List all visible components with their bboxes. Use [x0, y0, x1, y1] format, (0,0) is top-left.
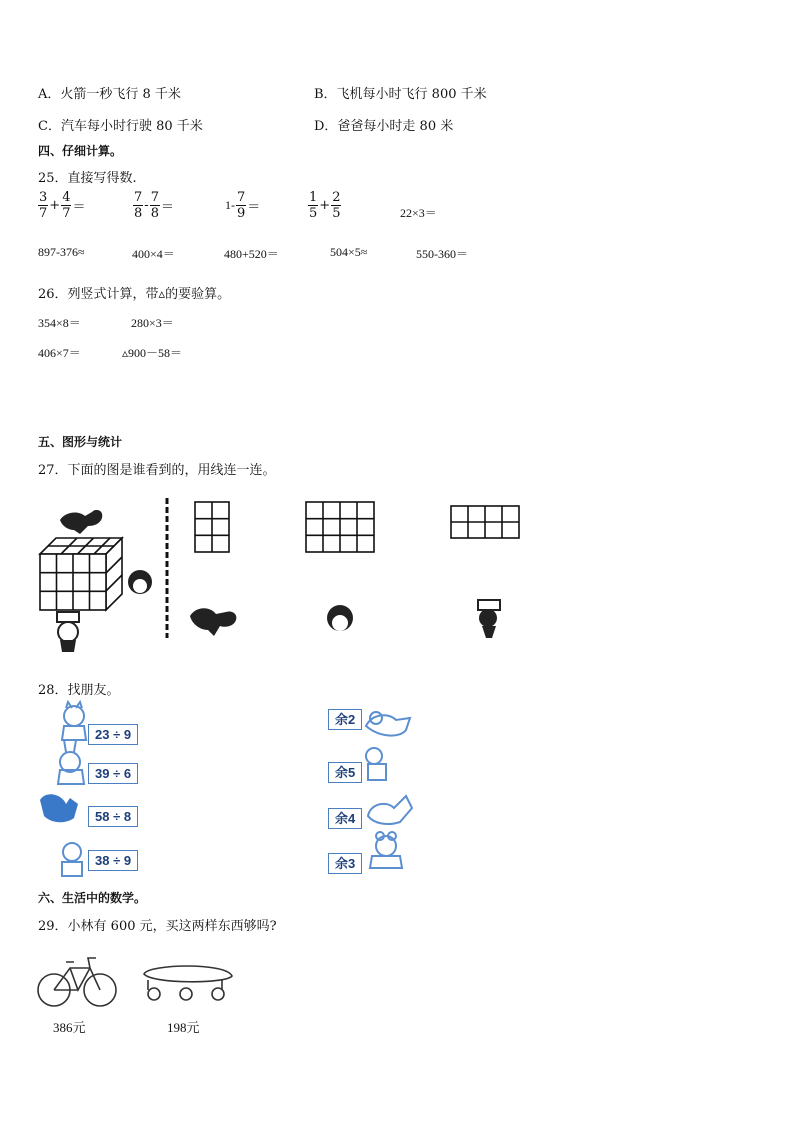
q25-row2-item: 504×5≈	[330, 245, 368, 259]
q29-items	[36, 950, 246, 1012]
q26-item: 406×7＝	[38, 346, 81, 360]
denominator: 7	[39, 206, 48, 221]
view-front-grid	[306, 502, 374, 552]
option-b[interactable]: B．飞机每小时飞行 800 千米	[314, 87, 487, 102]
bicycle-price: 386元	[53, 1020, 86, 1035]
q26-item: 280×3＝	[131, 316, 174, 330]
q25-prompt: 25．直接写得数.	[38, 171, 137, 186]
numerator: 2	[332, 190, 341, 205]
skateboard-icon	[144, 966, 232, 1000]
numerator: 3	[39, 190, 48, 205]
denominator: 5	[309, 206, 318, 221]
numerator: 1	[309, 190, 318, 205]
q25-row2-item: 400×4＝	[132, 247, 175, 261]
equals: ＝	[247, 200, 261, 215]
q25-expr-2	[133, 190, 175, 221]
q27-figure	[30, 490, 550, 660]
skateboard-price: 198元	[167, 1020, 200, 1035]
bicycle-icon	[38, 958, 116, 1006]
q29-prompt: 29．小林有 600 元，买这两样东西够吗?	[38, 919, 277, 934]
division-card[interactable]: 58 ÷ 8	[88, 806, 138, 827]
option-d[interactable]: D．爸爸每小时走 80 米	[314, 119, 454, 134]
denominator: 9	[237, 206, 246, 221]
q27-prompt: 27．下面的图是谁看到的，用线连一连。	[38, 463, 276, 478]
q28-prompt: 28．找朋友。	[38, 683, 120, 698]
cube-stack	[40, 538, 122, 610]
q25-expr-5: 22×3＝	[400, 206, 437, 220]
remainder-card[interactable]: 余5	[328, 762, 362, 783]
q26-item: 354×8＝	[38, 316, 81, 330]
numerator: 7	[150, 190, 159, 205]
q25-row2-item: 550-360＝	[416, 247, 468, 261]
q25-row2-item: 897-376≈	[38, 245, 85, 259]
mouse-icon	[370, 832, 402, 868]
monkey-icon	[366, 748, 386, 780]
whole-number: 1-	[225, 198, 235, 212]
division-card[interactable]: 23 ÷ 9	[88, 724, 138, 745]
section-5-title: 五、图形与统计	[38, 435, 123, 449]
q25-expr-3	[224, 190, 261, 221]
bird-icon	[190, 608, 236, 636]
view-top-grid	[195, 502, 229, 552]
numerator: 7	[237, 190, 246, 205]
option-a[interactable]: A．火箭一秒飞行 8 千米	[38, 87, 181, 102]
boy-with-hat-icon	[478, 600, 500, 638]
bird-icon	[60, 510, 102, 534]
operator: -	[144, 198, 149, 213]
division-card[interactable]: 39 ÷ 6	[88, 763, 138, 784]
rabbit-icon	[58, 740, 84, 784]
child-head-icon	[128, 570, 152, 594]
remainder-card[interactable]: 余2	[328, 709, 362, 730]
cat-icon	[62, 702, 86, 740]
section-6-title: 六、生活中的数学。	[38, 891, 147, 905]
q28-left-animals	[36, 700, 96, 880]
denominator: 5	[332, 206, 341, 221]
section-4-title: 四、仔细计算。	[38, 144, 123, 158]
denominator: 7	[62, 206, 71, 221]
view-side-grid	[451, 506, 519, 538]
remainder-card[interactable]: 余4	[328, 808, 362, 829]
option-c[interactable]: C．汽车每小时行驶 80 千米	[38, 119, 203, 134]
q25-row2-item: 480+520＝	[224, 247, 279, 261]
numerator: 4	[62, 190, 71, 205]
child-head-icon	[327, 605, 353, 631]
q25-expr-1	[38, 190, 86, 221]
remainder-card[interactable]: 余3	[328, 853, 362, 874]
operator: +	[49, 198, 61, 213]
monkey-icon	[62, 843, 82, 876]
operator: +	[319, 198, 331, 213]
denominator: 8	[134, 206, 143, 221]
fox-icon	[366, 712, 410, 736]
q28-right-animals	[360, 700, 420, 880]
q26-prompt: 26．列竖式计算，带▵的要验算。	[38, 287, 231, 302]
denominator: 8	[150, 206, 159, 221]
squirrel-icon	[40, 794, 78, 822]
equals: ＝	[72, 200, 86, 215]
squirrel-icon	[368, 796, 412, 824]
q25-expr-4	[308, 190, 341, 221]
division-card[interactable]: 38 ÷ 9	[88, 850, 138, 871]
numerator: 7	[134, 190, 143, 205]
boy-with-hat-icon	[57, 612, 79, 652]
q26-item: ▵900－58＝	[122, 346, 183, 360]
equals: ＝	[160, 200, 174, 215]
